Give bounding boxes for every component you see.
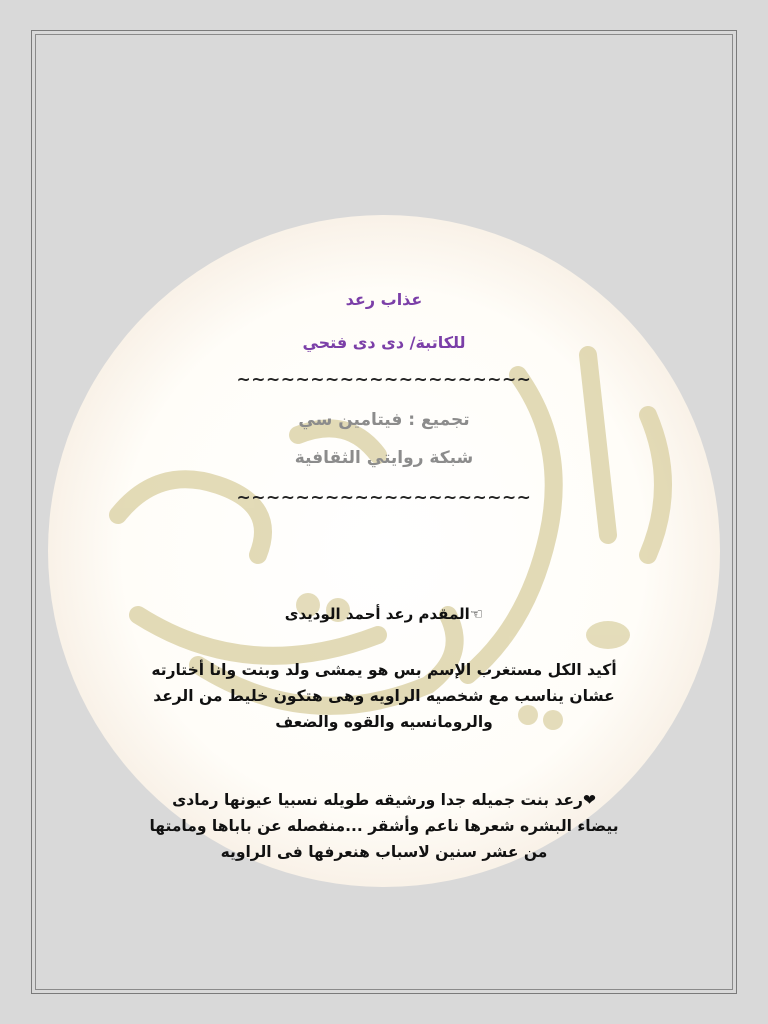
paragraph-line: والرومانسيه والقوه والضعف	[275, 713, 493, 731]
separator-top: ~~~~~~~~~~~~~~~~~~~~	[236, 370, 532, 390]
network-line: شبكة روايتي الثقافية	[294, 448, 474, 468]
compiler-line: تجميع : فيتامين سي	[298, 410, 470, 430]
character-paragraph	[118, 787, 650, 865]
author-line: للكاتبة/ دى دى فتحي	[302, 333, 466, 352]
pointing-hand-icon: ☜	[469, 605, 484, 623]
paragraph-line: ❤رعد بنت جميله جدا ورشيقه طويله نسبيا عيونها رمادى	[172, 791, 596, 809]
paragraph-line: من عشر سنين لاسباب هنعرفها فى الراويه	[220, 843, 548, 861]
paragraph-line: أكيد الكل مستغرب الإسم بس هو يمشى ولد وبنت وانا أختارته	[151, 661, 617, 679]
heart-icon: ❤	[582, 791, 596, 809]
paragraph-line: بيضاء البشره شعرها ناعم وأشقر ...منفصله عن باباها ومامتها	[149, 817, 619, 835]
presenter-text: المقدم رعد أحمد الوديدى	[284, 605, 470, 623]
separator-bottom: ~~~~~~~~~~~~~~~~~~~~	[236, 488, 532, 508]
book-title: عذاب رعد	[345, 290, 423, 309]
presenter-line	[0, 605, 768, 623]
paragraph-line: عشان يناسب مع شخصيه الراويه وهى هتكون خليط من الرعد	[153, 687, 615, 705]
intro-paragraph	[118, 657, 650, 735]
